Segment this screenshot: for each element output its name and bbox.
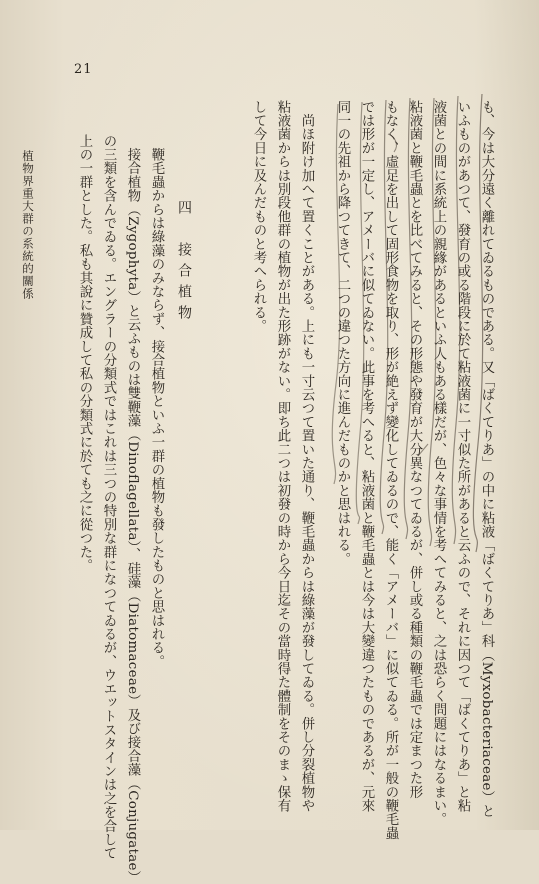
text-line: も、今は大分遠く離れてゐるものである。又「ばくてりあ」の中に粘液「ばくてりあ」科（Myxobacteriaceae）と: [479, 100, 494, 819]
text-line: 液菌との間に系統上の親緣があるといふ人もある樣だが、色々な事情を考へてみると、之は恐らく問題にはなるまい。: [431, 100, 446, 827]
text-line: して今日に及んだものと考へられる。: [251, 100, 266, 333]
text-line: もなく、虛足を出して固形食物を取り、形が絶えず變化してゐるので、能く「アメーバ」に似てゐる。所が一般の鞭毛蟲: [383, 100, 398, 840]
running-head: 植物界重大群の系統的關係: [21, 150, 35, 300]
text-line: 上の一群とした。私も其說に贊成して私の分類式に於ても之に從つた。: [77, 134, 92, 573]
section-heading: 四 接合植物: [176, 200, 192, 326]
text-line: 鞭毛蟲からは綠藻のみならず、接合植物といふ一群の植物も發したものと思はれる。: [149, 134, 164, 669]
page-number: 21: [74, 62, 93, 77]
text-line: 尚ほ附け加へて置くことがある。上にも一寸云つて置いた通り、鞭毛蟲からは綠藻が發してゐる。併し分裂植物や: [299, 100, 314, 813]
text-line: では形が一定し、アメーバに似てゐない。此事を考へると、粘液菌と鞭毛蟲とは今は大變違つたものであるが、元來: [359, 100, 374, 813]
text-line: 粘液菌と鞭毛蟲とを比べてみると、その形態や發育が大分異なつてゐるが、併し或る種類の鞭毛蟲では定まつた形: [407, 100, 422, 799]
text-line: 粘液菌からは別段他群の植物が出た形跡がない。即ち此二つは初發の時から今日迄その當時得た體制をそのまゝ保有: [275, 100, 290, 813]
text-line: いふものがあつて、發育の或る階段に於て粘液菌に一寸似た所があると云ふので、それに因つて「ばくてりあ」と粘: [455, 100, 470, 813]
text-line: 接合植物（Zygophyta）と云ふものは雙鞭藻（Dinoflagellata）、硅藻（Diatomaceae）及び接合藻（Conjugatae）: [125, 134, 140, 884]
text-line: 同一の先祖から降つてきて、二つの違つた方向に進んだものかと思はれる。: [335, 100, 350, 566]
text-line: の三類を含んでゐる。エングラーの分類式ではこれは三つの特別な群になつてゐるが、ウエットスタインは之を合して: [101, 134, 116, 861]
